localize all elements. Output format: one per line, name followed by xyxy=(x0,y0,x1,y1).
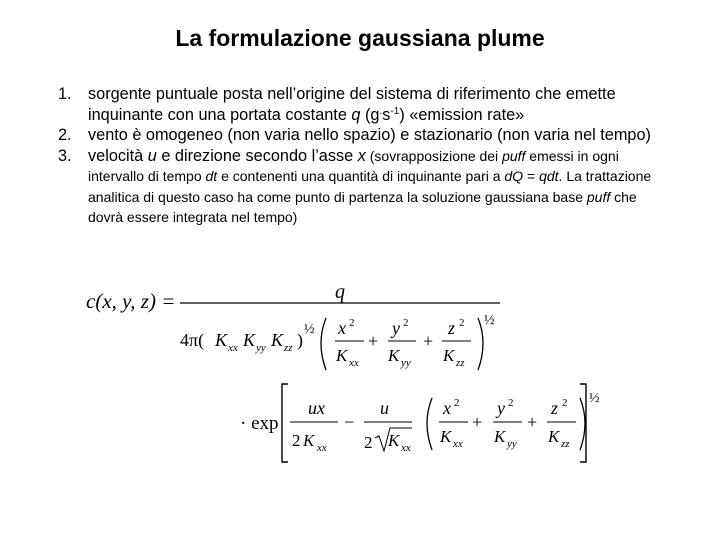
k-symbol: K xyxy=(388,431,400,450)
q-symbol: q xyxy=(351,105,361,124)
k-subscript: xx xyxy=(401,442,411,454)
half-exponent: ½ xyxy=(484,313,495,328)
item-text-part: e direzione secondo l’asse xyxy=(156,146,358,165)
u-symbol: u xyxy=(147,146,157,165)
half-exponent: ½ xyxy=(304,322,315,337)
k-subscript: zz xyxy=(561,438,570,450)
k-symbol: K xyxy=(440,427,452,446)
k-subscript: yy xyxy=(401,357,411,369)
qdt-symbol: qdt xyxy=(539,168,559,184)
plus-sign: + xyxy=(368,331,379,351)
k-subscript: xx xyxy=(453,438,463,450)
denominator-coef: 4π( xyxy=(180,330,205,350)
k-symbol: K xyxy=(443,346,455,365)
x-term: x xyxy=(443,398,451,418)
note-text: . La trattazione analitica di questo caso ha come punto di partenza la soluzione gaussiana base xyxy=(88,168,652,205)
item-number: 3. xyxy=(58,146,72,165)
square-exponent: 2 xyxy=(508,397,514,409)
k-subscript: xx xyxy=(349,357,359,369)
puff-term: puff xyxy=(502,147,526,164)
k-symbol: K xyxy=(243,330,256,350)
lhs: c(x, y, z) = xyxy=(86,289,176,313)
slide-title: La formulazione gaussiana plume xyxy=(175,25,545,51)
two-coef: 2 xyxy=(364,433,373,452)
note-text: (sovrapposizione dei xyxy=(365,147,503,164)
minus-sign: − xyxy=(344,412,355,432)
left-paren xyxy=(321,318,326,370)
square-exponent: 2 xyxy=(454,397,460,409)
z-term: z xyxy=(448,318,456,338)
u-term: u xyxy=(380,398,389,418)
z-term: z xyxy=(551,398,559,418)
item-text-part: (g xyxy=(360,105,380,124)
square-exponent: 2 xyxy=(459,317,465,329)
puff-term: puff xyxy=(586,188,611,205)
k-symbol: K xyxy=(215,330,228,350)
exp-function: · exp xyxy=(240,413,279,434)
k-symbol: K xyxy=(303,431,315,450)
exponent: -1 xyxy=(390,105,400,117)
k-symbol: K xyxy=(548,427,560,446)
k-subscript: yy xyxy=(507,438,517,450)
numerator-q: q xyxy=(335,281,345,303)
plus-sign: + xyxy=(472,412,483,432)
item-text-part: ) «emission rate» xyxy=(399,105,525,124)
note-text: e contenenti una quantità di inquinante pari a xyxy=(217,168,505,184)
plus-sign: + xyxy=(527,412,538,432)
item-text: vento è omogeneo (non varia nello spazio) e stazionario (non varia nel tempo) xyxy=(88,126,651,144)
half-exponent: ½ xyxy=(589,391,600,406)
k-symbol: K xyxy=(336,346,348,365)
item-text-part: s xyxy=(382,105,391,124)
dq-symbol: dQ xyxy=(504,168,524,184)
item-number: 2. xyxy=(58,126,72,144)
k-subscript: zz xyxy=(284,342,293,354)
k-symbol: K xyxy=(494,427,506,446)
right-paren xyxy=(478,318,483,370)
item-text: sorgente puntuale posta nell’origine del sistema di riferimento che emette inquinante con una portata costante xyxy=(88,85,616,124)
plus-sign: + xyxy=(423,331,434,351)
k-subscript: xx xyxy=(317,442,327,454)
dot-superscript: . xyxy=(379,105,383,117)
item-text: velocità xyxy=(88,146,148,165)
right-paren xyxy=(580,398,585,450)
note-text: che dovrà essere integrata nel tempo) xyxy=(88,188,637,225)
y-term: y xyxy=(497,398,505,418)
ux-term: ux xyxy=(308,398,325,418)
k-symbol: K xyxy=(271,330,284,350)
k-subscript: yy xyxy=(256,342,266,354)
paren-close: ) xyxy=(297,330,303,350)
note-text: emessi in ogni intervallo di tempo xyxy=(88,147,619,184)
x-term: x xyxy=(338,318,346,338)
item-number: 1. xyxy=(58,85,72,103)
dt-symbol: dt xyxy=(205,168,218,184)
note-text: = xyxy=(523,168,540,184)
k-subscript: xx xyxy=(228,342,238,354)
k-symbol: K xyxy=(388,346,400,365)
square-exponent: 2 xyxy=(403,317,409,329)
y-term: y xyxy=(392,318,400,338)
left-bracket xyxy=(282,384,288,462)
k-subscript: zz xyxy=(456,357,465,369)
two-coef: 2 xyxy=(292,431,301,450)
square-exponent: 2 xyxy=(349,317,355,329)
square-exponent: 2 xyxy=(562,397,568,409)
x-symbol: x xyxy=(357,146,366,165)
